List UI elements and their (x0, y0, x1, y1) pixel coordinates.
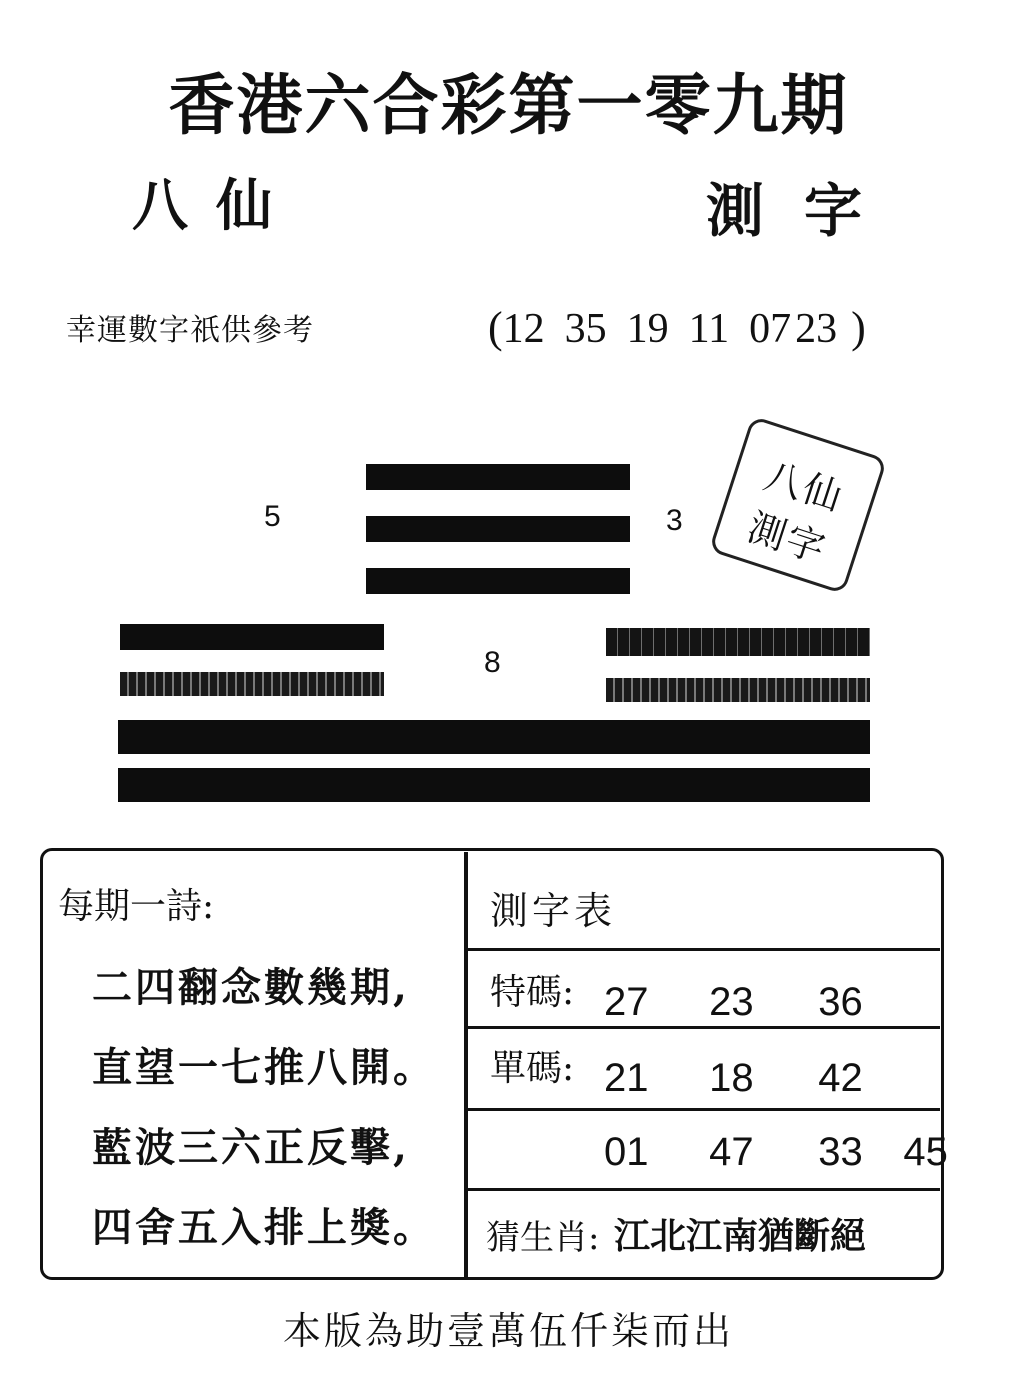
bottom-trigram-line (118, 768, 870, 802)
special-number: 27 (604, 980, 649, 1024)
top-trigram-line (366, 464, 630, 490)
subtitle-left: 八仙 (132, 173, 300, 239)
lucky-number: 12 (502, 306, 545, 352)
extra-number: 33 (818, 1130, 863, 1174)
lucky-number: 23 (795, 306, 838, 352)
center-trigram-number: 8 (484, 646, 501, 679)
bottom-trigram-line (118, 720, 870, 754)
zodiac-clue: 江北江南猶斷絕 (614, 1215, 867, 1257)
poem-line: 二四翻念數幾期, (92, 964, 410, 1011)
right-trigram-number: 3 (666, 504, 683, 537)
extra-number: 45 (903, 1130, 948, 1174)
right-trigram-line (606, 678, 870, 702)
lucky-number: 07 (749, 306, 792, 352)
lucky-number: 11 (688, 306, 730, 352)
table-row-divider (468, 1188, 940, 1191)
top-trigram-line (366, 568, 630, 594)
stamp-text-line: 測字 (742, 504, 833, 572)
top-trigram-line (366, 516, 630, 542)
zodiac-label: 猜生肖: (486, 1218, 600, 1258)
stamp-text-line: 八仙 (759, 453, 849, 521)
special-number: 23 (709, 980, 754, 1024)
lucky-open-paren: ( (488, 303, 503, 352)
table-divider (464, 852, 468, 1278)
single-number: 18 (709, 1056, 754, 1100)
lucky-numbers (488, 302, 866, 353)
lucky-number: 35 (564, 306, 607, 352)
poem-line: 直望一七推八開。 (92, 1044, 436, 1091)
right-trigram-line (606, 628, 870, 656)
poem-line: 四舍五入排上獎。 (92, 1204, 436, 1251)
left-trigram-line (120, 624, 384, 650)
table-row-divider (468, 948, 940, 951)
page-title: 香港六合彩第一零九期 (168, 66, 849, 144)
special-numbers (604, 980, 863, 1025)
extra-number: 01 (604, 1130, 649, 1174)
left-trigram-line (120, 672, 384, 696)
seal-stamp (709, 416, 888, 595)
footer-note: 本版為助壹萬伍仟柒而出 (282, 1309, 734, 1353)
single-numbers (604, 1056, 863, 1101)
subtitle-right: 測字 (706, 177, 903, 245)
single-number: 21 (604, 1056, 649, 1100)
lucky-numbers-label: 幸運數字祇供參考 (66, 313, 314, 348)
lucky-number: 19 (626, 306, 669, 352)
single-number-label: 單碼: (490, 1048, 575, 1089)
extra-numbers (604, 1130, 948, 1175)
single-number: 42 (818, 1056, 863, 1100)
lucky-close-paren: ) (851, 303, 866, 352)
poem-line: 藍波三六正反擊, (92, 1124, 410, 1171)
table-row-divider (468, 1108, 940, 1111)
special-number: 36 (818, 980, 863, 1024)
extra-number: 47 (709, 1130, 754, 1174)
left-trigram-number: 5 (264, 500, 281, 533)
special-number-label: 特碼: (490, 972, 575, 1013)
table-title: 測字表 (490, 889, 617, 933)
table-row-divider (468, 1026, 940, 1029)
poem-title: 每期一詩: (58, 886, 215, 927)
